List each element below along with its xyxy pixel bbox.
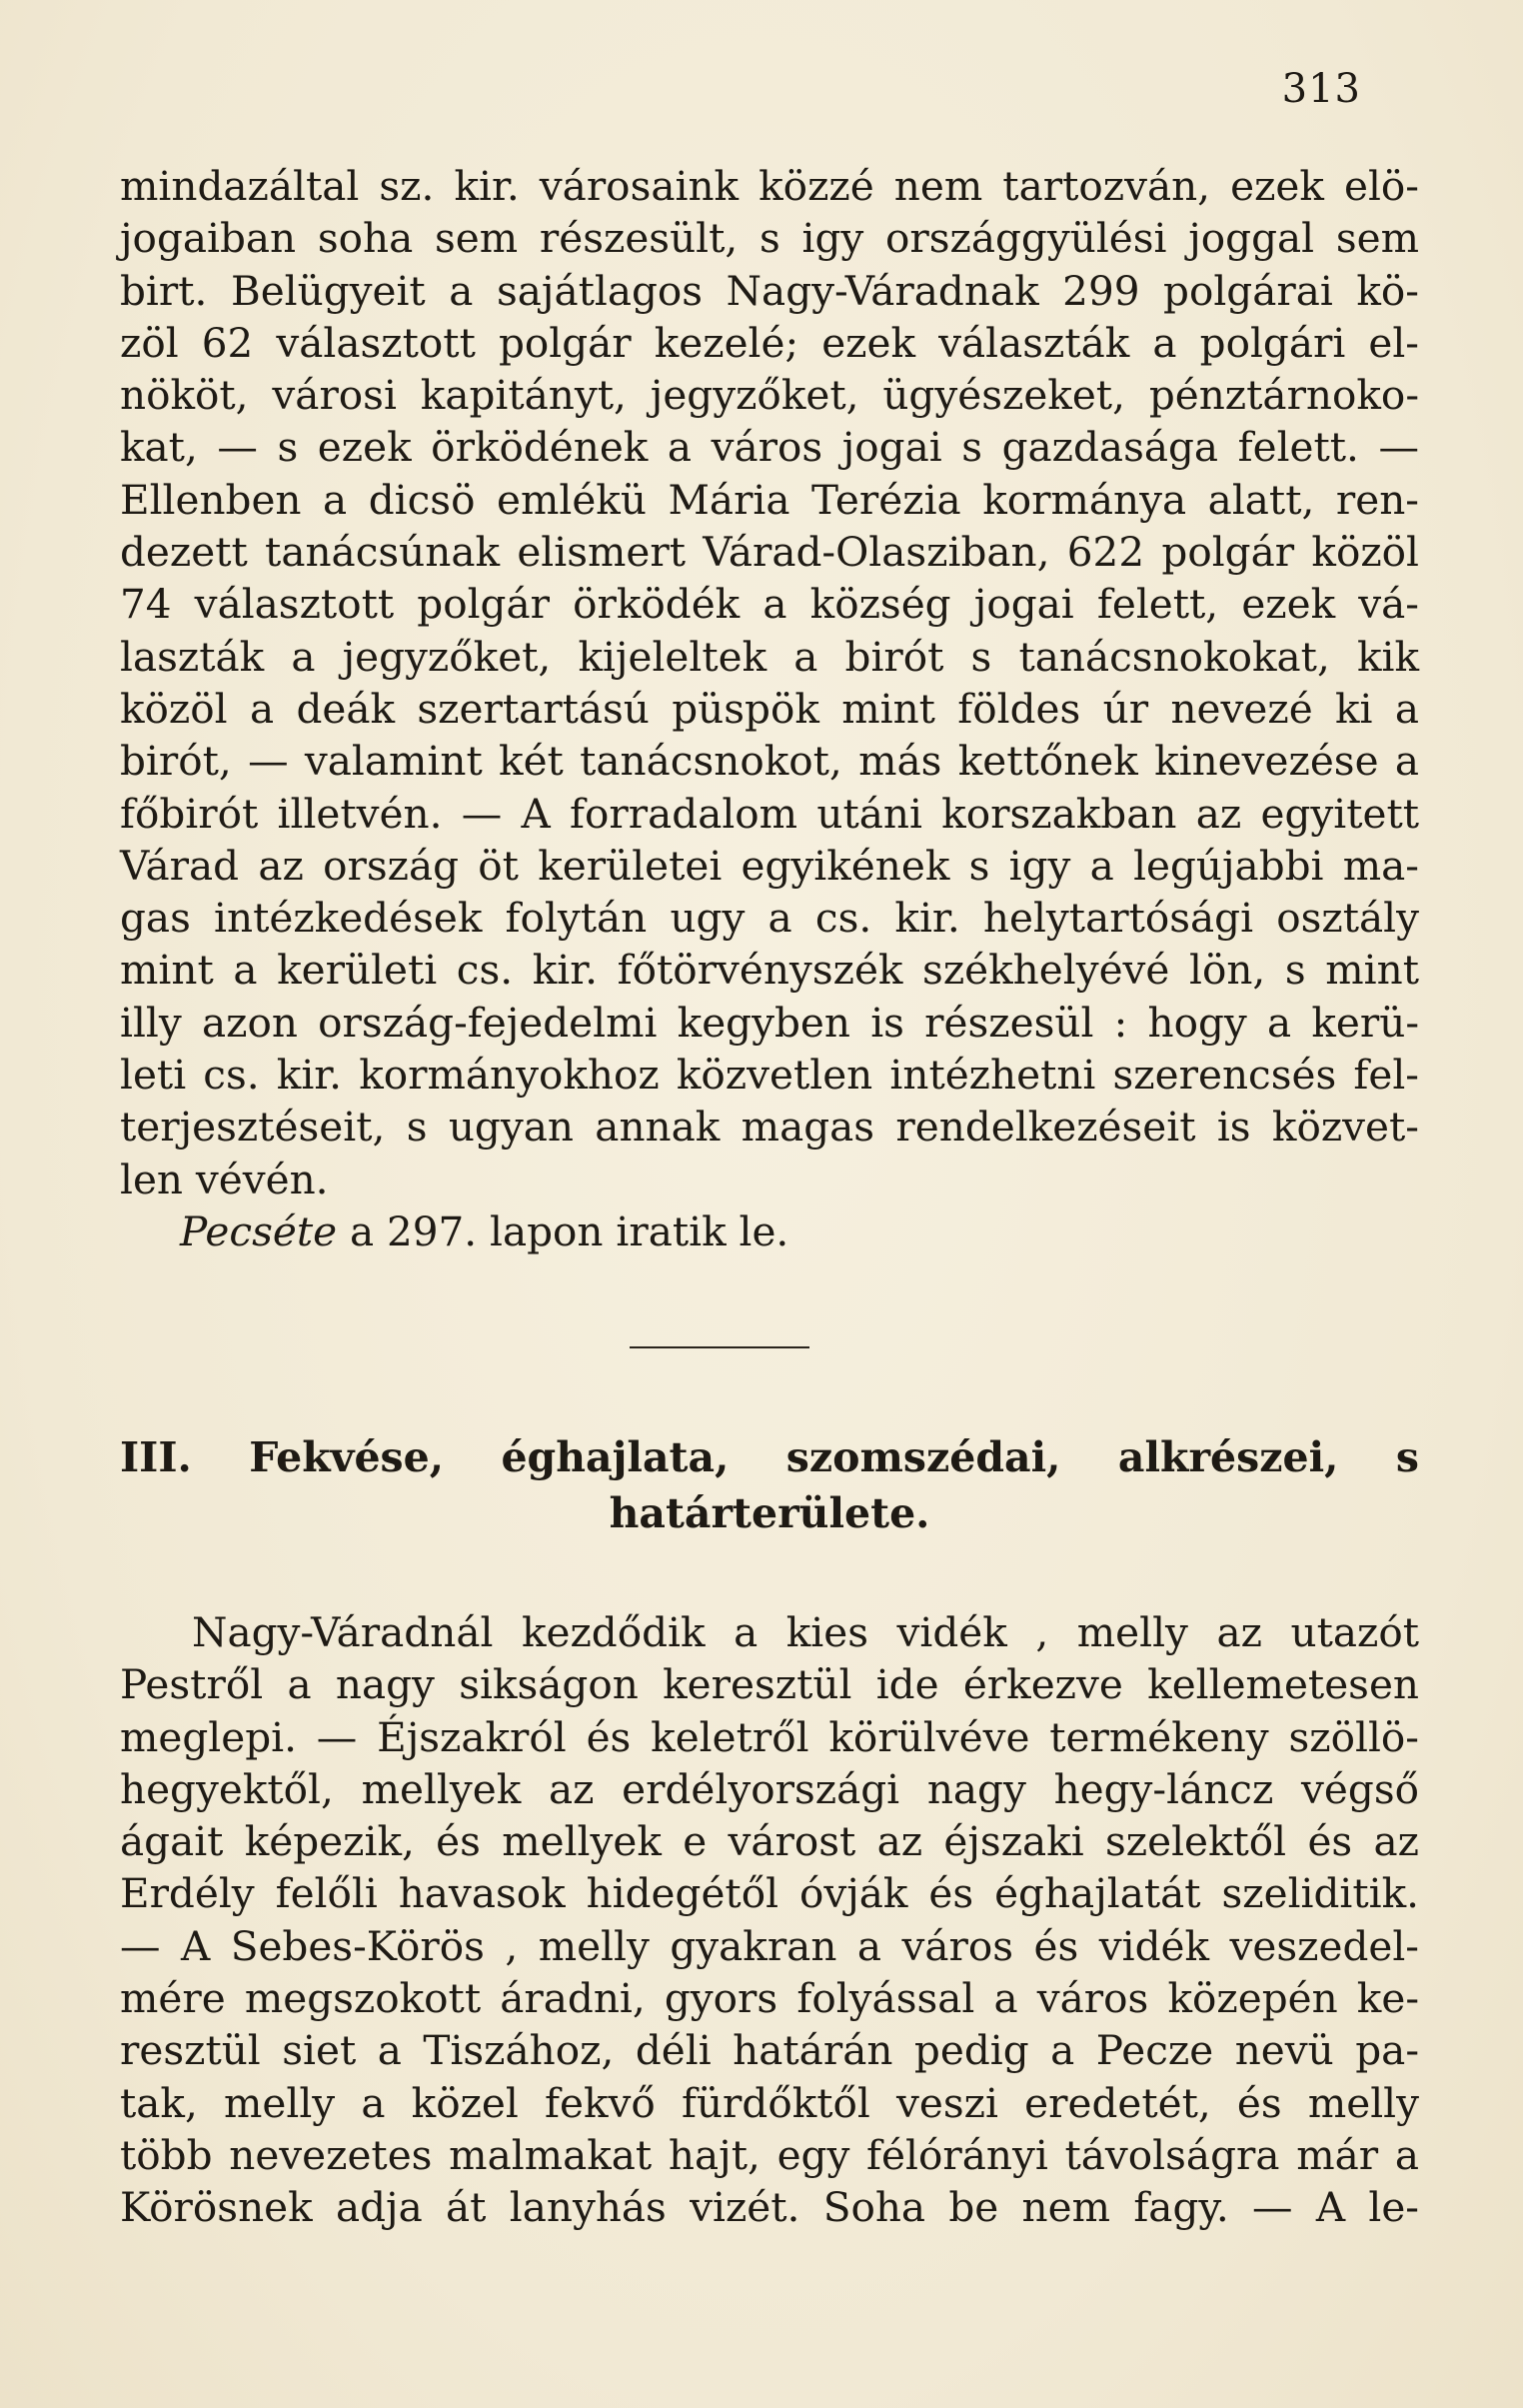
text-line: hegyektől, mellyek az erdélyországi nagy hegy-láncz végső (120, 1764, 1419, 1813)
text-line: nököt, városi kapitányt, jegyzőket, ügyészeket, pénztárnoko- (120, 371, 1419, 420)
text-line: Pestről a nagy sikságon keresztül ide érkezve kellemetesen (120, 1660, 1419, 1709)
text-line: meglepi. — Éjszakról és keletről körülvéve termékeny szöllö- (120, 1712, 1419, 1761)
seal-note-italic: Pecséte (180, 1206, 338, 1255)
text-line: resztül siet a Tiszához, déli határán pedig a Pecze nevü pa- (120, 2026, 1419, 2075)
text-line: Ellenben a dicsö emlékü Mária Terézia kormánya alatt, ren- (120, 475, 1419, 524)
seal-note (120, 1205, 1419, 1257)
text-line: illy azon ország-fejedelmi kegyben is részesül : hogy a kerü- (120, 998, 1419, 1047)
text-line: len vévén. (120, 1155, 329, 1204)
text-line: mindazáltal sz. kir. városaink közzé nem tartozván, ezek elö- (120, 162, 1419, 210)
text-line: főbirót illetvén. — A forradalom utáni korszakban az egyitett (120, 789, 1419, 838)
text-line: Körösnek adja át lanyhás vizét. Soha be nem fagy. — A le- (120, 2183, 1419, 2232)
text-line: mére megszokott áradni, gyors folyással a város közepén ke- (120, 1974, 1419, 2023)
text-line: Erdély felőli havasok hidegétől óvják és éghajlatát szeliditik. (120, 1869, 1419, 1918)
text-line: mint a kerületi cs. kir. főtörvényszék székhelyévé lön, s mint (120, 946, 1419, 995)
text-line: ágait képezik, és mellyek e várost az éjszaki szelektől és az (120, 1817, 1419, 1866)
section-heading (120, 1429, 1419, 1541)
section-heading-line-2: határterülete. (609, 1489, 930, 1537)
page-number: 313 (1281, 66, 1361, 112)
text-line: birót, — valamint két tanácsnokot, más kettőnek kinevezése a (120, 737, 1419, 786)
text-line: laszták a jegyzőket, kijeleltek a birót s tanácsnokokat, kik (120, 632, 1419, 681)
text-line: több nevezetes malmakat hajt, egy félórányi távolságra már a (120, 2130, 1419, 2179)
text-line: 74 választott polgár örködék a község jogai felett, ezek vá- (120, 580, 1419, 629)
text-line: tak, melly a közel fekvő fürdőktől veszi eredetét, és melly (120, 2078, 1419, 2127)
text-line: terjesztéseit, s ugyan annak magas rendelkezéseit is közvet- (120, 1103, 1419, 1152)
text-line: — A Sebes-Körös , melly gyakran a város és vidék veszedel- (120, 1921, 1419, 1970)
section-heading-line-1: III. Fekvése, éghajlata, szomszédai, alkrészei, s (120, 1433, 1419, 1481)
seal-note-text: a 297. lapon iratik le. (337, 1206, 789, 1255)
text-line: leti cs. kir. kormányokhoz közvetlen intézhetni szerencsés fel- (120, 1051, 1419, 1100)
text-line: gas intézkedések folytán ugy a cs. kir. helytartósági osztály (120, 894, 1419, 943)
text-line: kat, — s ezek örködének a város jogai s gazdasága felett. — (120, 423, 1419, 472)
text-line: Nagy-Váradnál kezdődik a kies vidék , melly az utazót (192, 1608, 1419, 1656)
text-line: jogaiban soha sem részesült, s igy országgyülési joggal sem (120, 214, 1419, 263)
paragraph-location (120, 1606, 1419, 2234)
text-line: birt. Belügyeit a sajátlagos Nagy-Váradnak 299 polgárai kö- (120, 266, 1419, 315)
text-line: dezett tanácsúnak elismert Várad-Olasziban, 622 polgár közöl (120, 528, 1419, 577)
text-line: zöl 62 választott polgár kezelé; ezek választák a polgári el- (120, 318, 1419, 367)
paragraph-history (120, 160, 1419, 1257)
section-divider (630, 1346, 809, 1348)
text-line: Várad az ország öt kerületei egyikének s igy a legújabbi ma- (120, 841, 1419, 890)
text-line: közöl a deák szertartású püspök mint földes úr nevezé ki a (120, 684, 1419, 733)
